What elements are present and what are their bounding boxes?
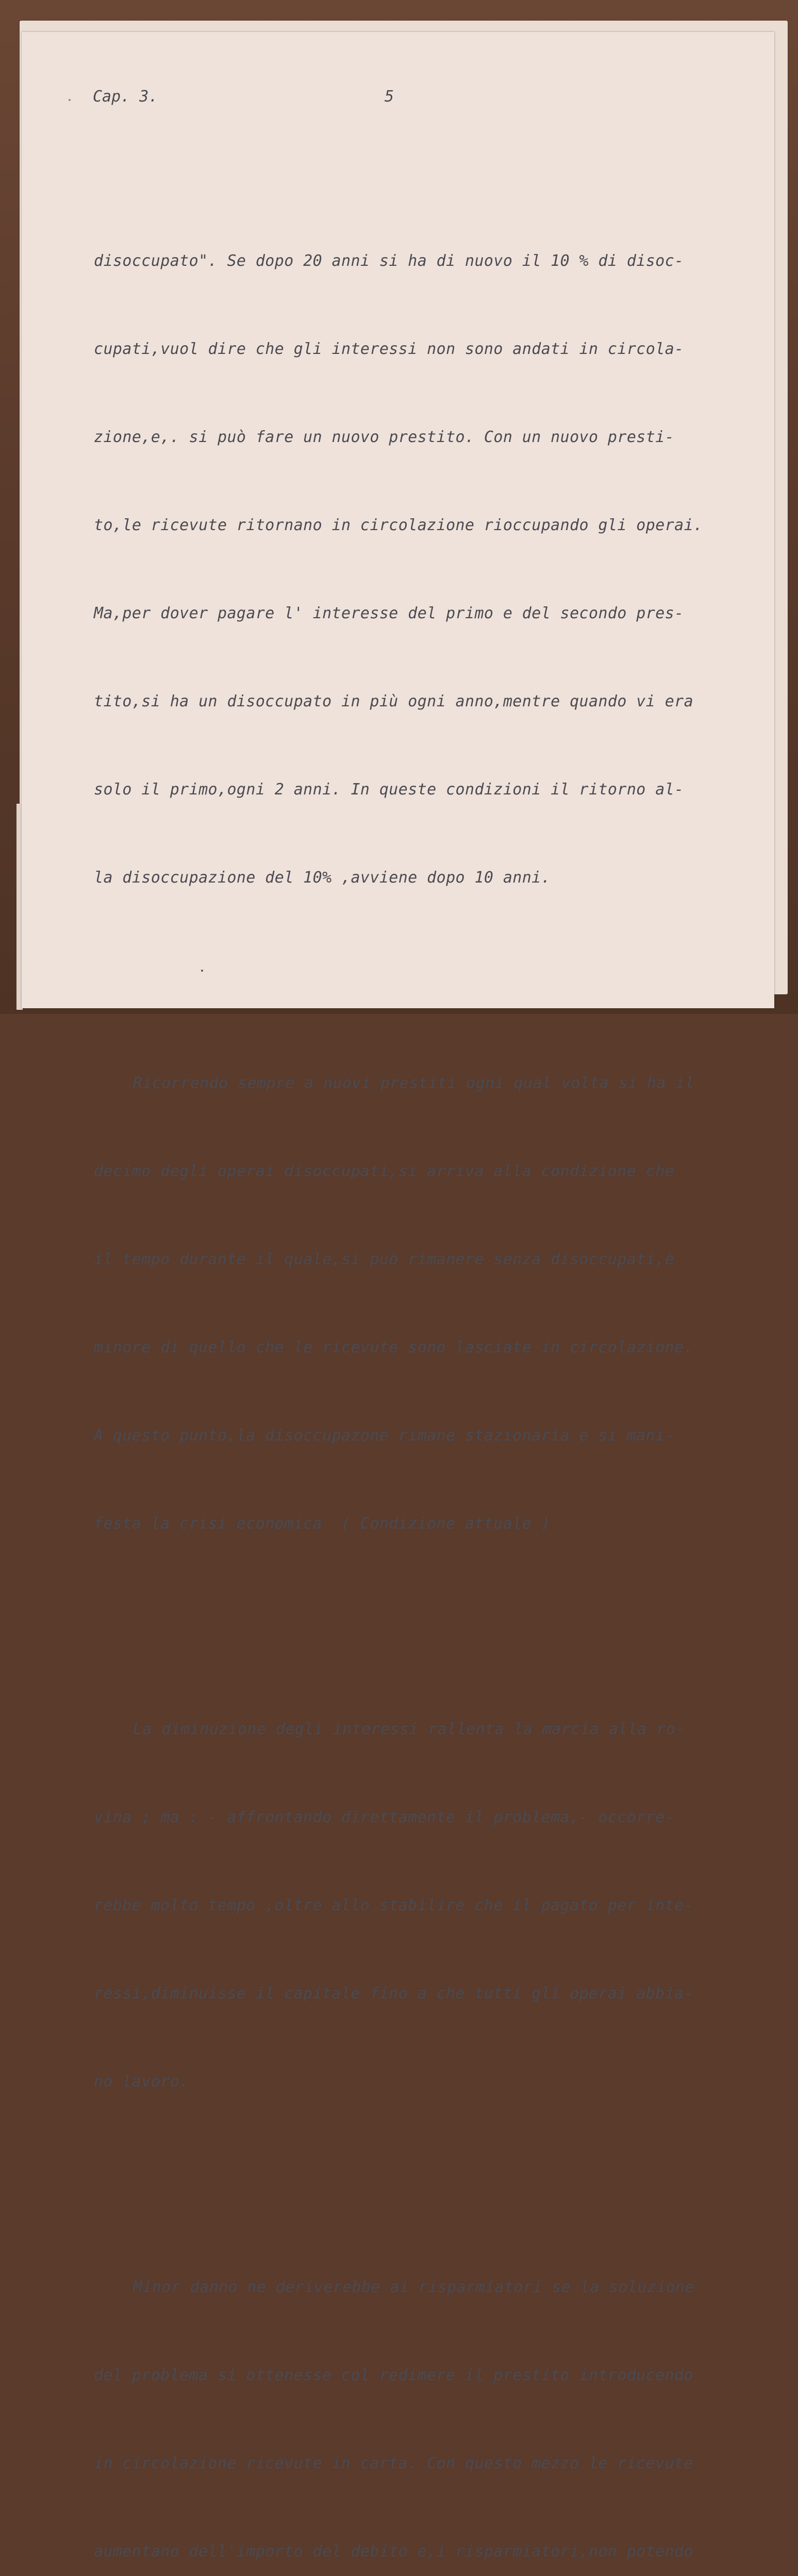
text-line: vina ; ma : - affrontando direttamente il problema,- occorre- [94,1808,675,1826]
text-line: decimo degli operai disoccupati,si arriva alla condizione che [94,1162,675,1180]
paragraph [94,188,723,951]
page-speck [201,970,203,972]
text-line: la disoccupazione del 10% ,avviene dopo 10 anni. [94,869,551,887]
page-header [93,88,711,108]
text-line: il tempo durante il quale,si può rimanere senza disoccupati,è [94,1250,675,1268]
text-line: minore di quello che le ricevute sono lasciate in circolazione. [94,1338,694,1357]
text-line: in circolazione ricevute in carta. Con questo mezzo le ricevute [94,2454,694,2472]
text-line: festa la crisi economica ( Condizione attuale ) [94,1515,551,1533]
text-line: tito,si ha un disoccupato in più ogni anno,mentre quando vi era [94,692,694,710]
text-line: La diminuzione degli interessi rallenta la marcia alla ro- [133,1720,685,1738]
page-number: 5 [385,88,394,106]
text-line: cupati,vuol dire che gli interessi non sono andati in circola- [94,340,684,358]
text-line: A questo punto,la disoccupazone rimane stazionaria e si mani- [94,1427,675,1445]
text-line: no lavoro. [94,2073,189,2091]
text-line: Ricorrendo sempre a nuovi prestiti ogni qual volta si ha il [133,1074,695,1092]
text-line: solo il primo,ogni 2 anni. In queste condizioni il ritorno al- [94,781,684,799]
body-text [94,129,723,2576]
text-line: ressi,diminuisse il capitale fino a che tutti gli operai abbia- [94,1985,694,2003]
paragraph [94,2214,723,2576]
chapter-label: Cap. 3. [93,88,158,106]
text-line: aumentano dell'importo del debito e,i risparmiatori,non potendo [94,2543,694,2561]
text-line: rebbe molto tempo ,oltre allo stabilire che il pagato per inte- [94,1896,694,1914]
text-line: Ma,per dover pagare l' interesse del primo e del secondo pres- [94,604,684,622]
paragraph [94,1656,723,2155]
paragraph [94,1010,723,1597]
text-line: to,le ricevute ritornano in circolazione rioccupando gli operai. [94,516,703,534]
margin-mark [69,99,71,101]
text-line: Minor danno ne deriverebbe ai risparmiatori se la soluzione [133,2278,695,2296]
text-line: disoccupato". Se dopo 20 anni si ha di nuovo il 10 % di disoc- [94,252,684,270]
text-line: del problema si ottenesse col redimere il prestito introducendo [94,2366,694,2384]
text-line: zione,e,. si può fare un nuovo prestito. Con un nuovo presti- [94,428,675,446]
